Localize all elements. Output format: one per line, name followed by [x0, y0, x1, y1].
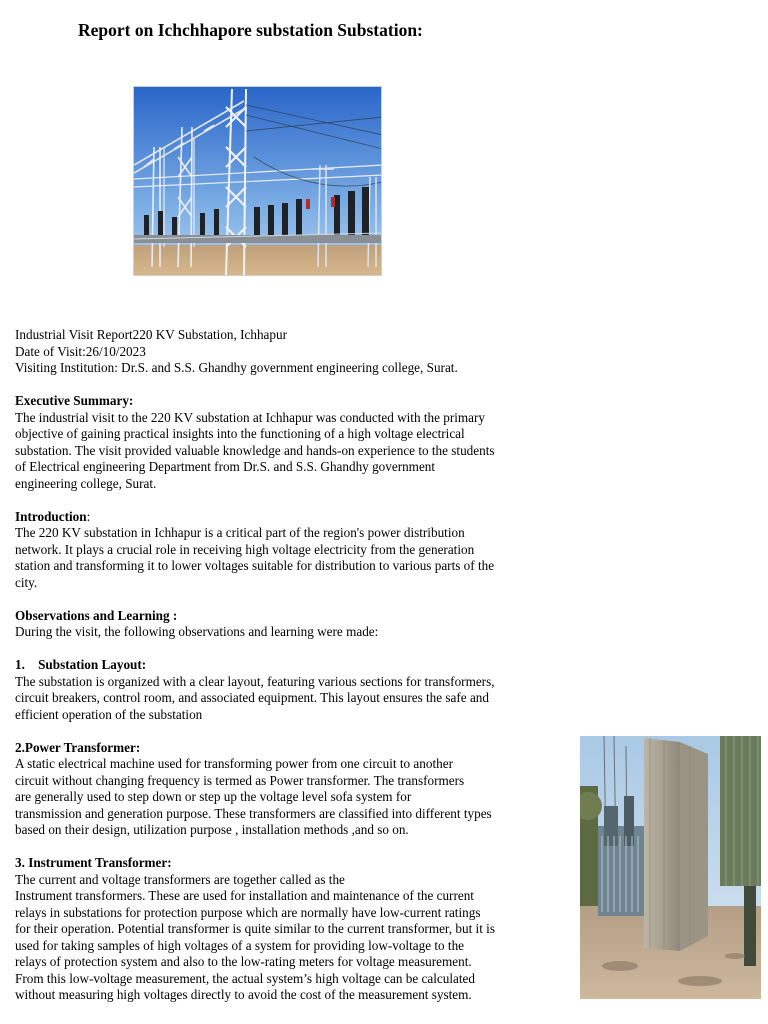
page-title: Report on Ichchhapore substation Substation: — [78, 20, 423, 40]
paragraph-line: From this low-voltage measurement, the actual system’s high voltage can be calculated — [15, 970, 475, 986]
paragraph-line: circuit without changing frequency is termed as Power transformer. The transformers — [15, 772, 465, 788]
paragraph-line: circuit breakers, control room, and associated equipment. This layout ensures the safe and — [15, 690, 489, 705]
paragraph-line: of Electrical engineering Department from Dr.S. and S.S. Ghandhy government — [15, 459, 436, 474]
paragraph-line: relays of protection system and also to the low-rating meters for voltage measurement. — [15, 954, 472, 969]
section-heading-executive-summary: Executive Summary: — [15, 393, 134, 408]
paragraph-line: city. — [15, 574, 38, 590]
transformer-photo — [580, 736, 761, 999]
paragraph-line: The 220 KV substation in Ichhapur is a critical part of the region's power distribution — [15, 525, 465, 540]
paragraph-line: based on their design, utilization purpose , installation methods ,and so on. — [15, 822, 409, 837]
section-heading-observations: Observations and Learning : — [15, 607, 178, 623]
paragraph-line: The industrial visit to the 220 KV substation at Ichhapur was conducted with the primary — [15, 409, 486, 425]
report-body — [15, 327, 563, 1004]
paragraph-line: network. It plays a crucial role in receiving high voltage electricity from the generation — [15, 541, 475, 557]
section-heading-power-transformer: 2.Power Transformer: — [15, 739, 141, 755]
introduction-heading-text: Introduction — [15, 508, 87, 524]
paragraph-line: During the visit, the following observations and learning were made: — [15, 624, 379, 639]
paragraph-line: transmission and generation purpose. These transformers are classified into different types — [15, 805, 492, 821]
substation-photo — [133, 86, 382, 276]
section-heading-substation-layout: 1. Substation Layout: — [15, 657, 147, 672]
paragraph-line: are generally used to step down or step up the voltage level sofa system for — [15, 789, 412, 804]
paragraph-line: Instrument transformers. These are used for installation and maintenance of the current — [15, 888, 474, 903]
paragraph-line: used for taking samples of high voltages of a system for providing low-voltage to the — [15, 937, 465, 953]
paragraph-line: The substation is organized with a clear layout, featuring various sections for transformers, — [15, 673, 495, 689]
paragraph-line: without measuring high voltages directly to avoid the cost of the measurement system. — [15, 987, 472, 1002]
paragraph-line: A static electrical machine used for transforming power from one circuit to another — [15, 756, 453, 771]
paragraph-line: The current and voltage transformers are together called as the — [15, 871, 345, 887]
paragraph-line: relays in substations for protection purpose which are normally have low-current ratings — [15, 904, 481, 920]
meta-line: Visiting Institution: Dr.S. and S.S. Ghandhy government engineering college, Surat. — [15, 360, 458, 375]
introduction-heading-colon: : — [86, 508, 91, 524]
paragraph-line: station and transforming it to lower voltages suitable for distribution to various parts of the — [15, 558, 495, 573]
paragraph-line: objective of gaining practical insights into the functioning of a high voltage electrical — [15, 426, 465, 441]
meta-line: Industrial Visit Report220 KV Substation, Ichhapur — [15, 327, 287, 342]
paragraph-line: for their operation. Potential transformer is quite similar to the current transformer, but it is — [15, 921, 495, 936]
section-heading-introduction — [15, 509, 563, 526]
paragraph-line: engineering college, Surat. — [15, 475, 157, 491]
section-heading-instrument-transformer: 3. Instrument Transformer: — [15, 855, 172, 870]
paragraph-line: efficient operation of the substation — [15, 706, 203, 722]
meta-line: Date of Visit:26/10/2023 — [15, 343, 146, 359]
paragraph-line: substation. The visit provided valuable knowledge and hands-on experience to the students — [15, 442, 495, 458]
